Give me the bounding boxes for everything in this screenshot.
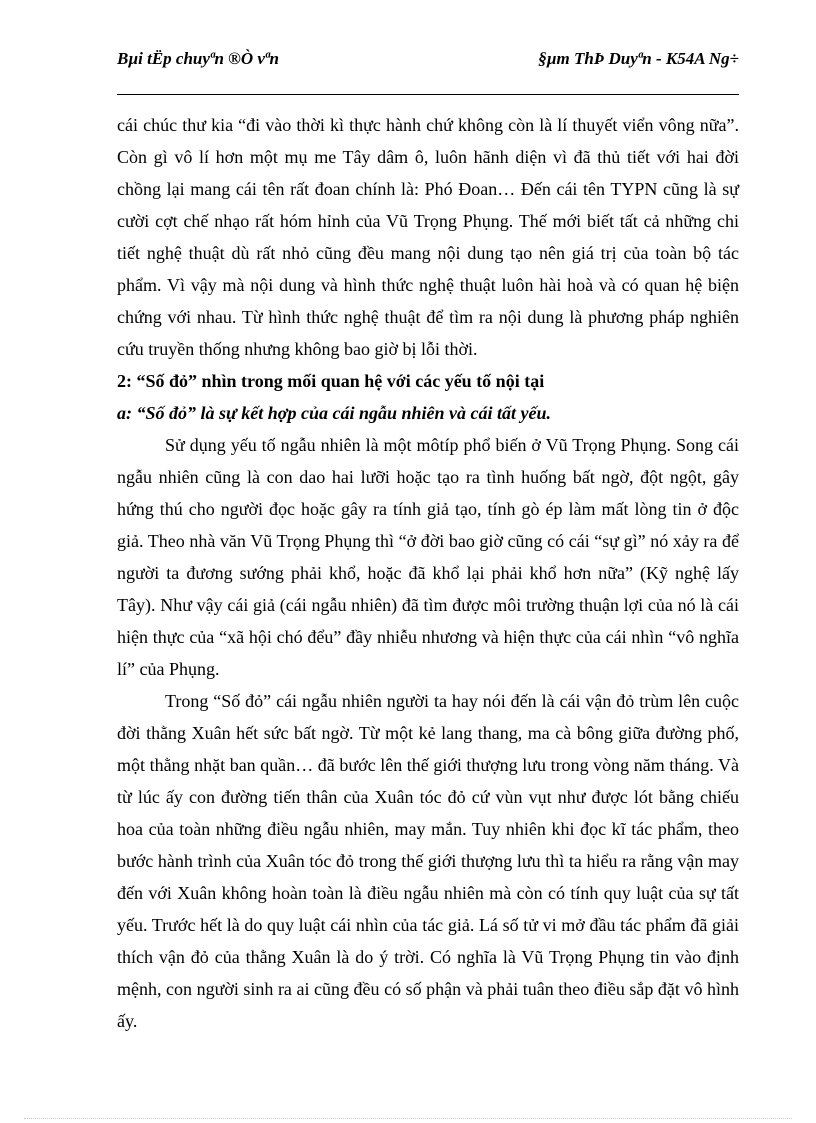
subsection-heading: a: “Số đỏ” là sự kết hợp của cái ngẫu nhiên và cái tất yếu. — [117, 403, 551, 423]
document-body — [117, 109, 739, 1037]
header-left-title: Bµi tËp chuyªn ®Ò vªn — [117, 49, 279, 68]
footer-divider — [24, 1118, 792, 1119]
paragraph-3: Trong “Số đỏ” cái ngẫu nhiên người ta hay nói đến là cái vận đỏ trùm lên cuộc đời thằng Xuân hết sức bất ngờ. Từ một kẻ lang thang, ma cà bông giữa đường phố, một thằng nhặt ban quần… đã bước lên thế giới thượng lưu trong vòng năm tháng. Và từ lúc ấy con đường tiến thân của Xuân tóc đỏ cứ vùn vụt như được lót bằng chiếu hoa của toàn những điều ngẫu nhiên, may mắn. Tuy nhiên khi đọc kĩ tác phẩm, theo bước hành trình của Xuân tóc đỏ trong thế giới thượng lưu thì ta hiểu ra rằng vận may đến với Xuân không hoàn toàn là điều ngẫu nhiên mà còn có tính quy luật của sự tất yếu. Trước hết là do quy luật cái nhìn của tác giả. Lá số tử vi mở đầu tác phẩm đã giải thích vận đỏ của thằng Xuân là do ý trời. Có nghĩa là Vũ Trọng Phụng tin vào định mệnh, con người sinh ra ai cũng đều có số phận và phải tuân theo điều sắp đặt vô hình ấy. — [117, 691, 739, 1031]
page-header — [117, 48, 739, 95]
section-heading: 2: “Số đỏ” nhìn trong mối quan hệ với các yếu tố nội tại — [117, 371, 545, 391]
paragraph-1: cái chúc thư kia “đi vào thời kì thực hành chứ không còn là lí thuyết viển vông nữa”. Còn gì vô lí hơn một mụ me Tây dâm ô, luôn hãnh diện vì đã thủ tiết với hai đời chồng lại mang cái tên rất đoan chính là: Phó Đoan… Đến cái tên TYPN cũng là sự cười cợt chế nhạo rất hóm hỉnh của Vũ Trọng Phụng. Thế mới biết tất cả những chi tiết nghệ thuật dù rất nhỏ cũng đều mang nội dung tạo nên giá trị của toàn bộ tác phẩm. Vì vậy mà nội dung và hình thức nghệ thuật luôn hài hoà và có quan hệ biện chứng với nhau. Từ hình thức nghệ thuật để tìm ra nội dung là phương pháp nghiên cứu truyền thống nhưng không bao giờ bị lỗi thời. — [117, 115, 739, 359]
header-right-author: §µm ThÞ Duyªn - K54A Ng÷ — [538, 49, 739, 68]
paragraph-2: Sử dụng yếu tố ngẫu nhiên là một môtíp phổ biến ở Vũ Trọng Phụng. Song cái ngẫu nhiên cũng là con dao hai lưỡi hoặc tạo ra tình huống bất ngờ, đột ngột, gây hứng thú cho người đọc hoặc gây ra tính giả tạo, tính gò ép làm mất lòng tin ở độc giả. Theo nhà văn Vũ Trọng Phụng thì “ở đời bao giờ cũng có cái “sự gì” nó xảy ra để người ta đương sướng phải khổ, hoặc đã khổ lại phải khổ hơn nữa” (Kỹ nghệ lấy Tây). Như vậy cái giả (cái ngẫu nhiên) đã tìm được môi trường thuận lợi của nó là cái hiện thực của “xã hội chó đểu” đầy nhiễu nhương và hiện thực của cái nhìn “vô nghĩa lí” của Phụng. — [117, 435, 739, 679]
